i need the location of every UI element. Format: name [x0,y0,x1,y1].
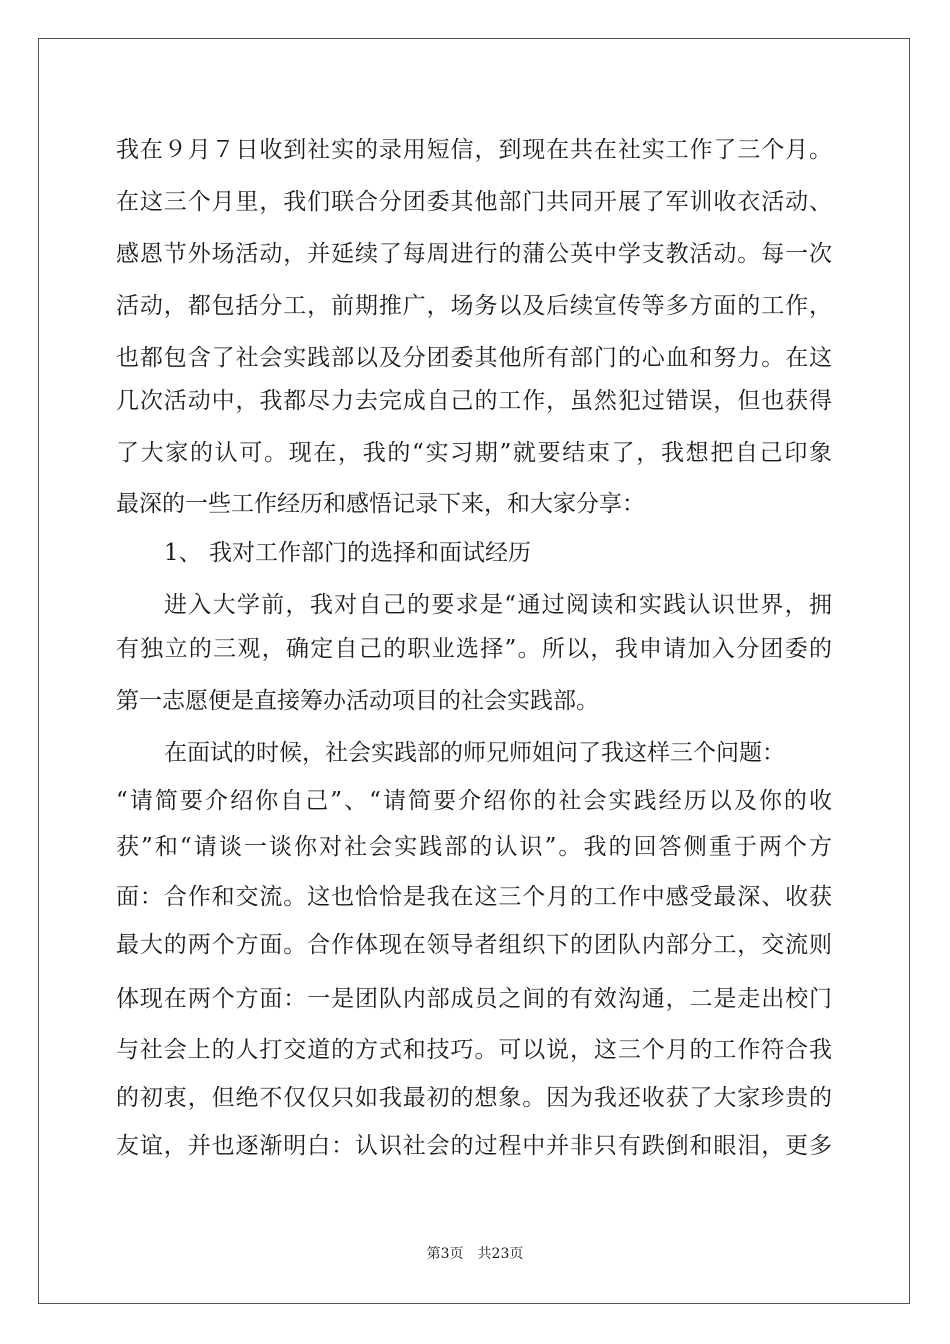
text-line: 体现在两个方面：一是团队内部成员之间的有效沟通，二是走出校门 [116,986,832,1012]
text-line: “请简要介绍你自己”、“请简要介绍你的社会实践经历以及你的收 [116,788,832,814]
text-line: 有独立的三观，确定自己的职业选择”。所以，我申请加入分团委的 [116,636,832,662]
text-line: 活动，都包括分工，前期推广，场务以及后续宣传等多方面的工作， [116,293,832,319]
text-line: 第一志愿便是直接筹办活动项目的社会实践部。 [116,688,599,714]
paragraph-first-line: 进入大学前，我对自己的要求是“通过阅读和实践认识世界，拥 [164,592,832,618]
text-line: 也都包含了社会实践部以及分团委其他所有部门的心血和努力。在这 [116,345,832,371]
text-line: 获”和“请谈一谈你对社会实践部的认识”。我的回答侧重于两个方 [116,834,832,860]
section-heading: 1、 我对工作部门的选择和面试经历 [164,540,531,566]
total-pages: 共23页 [477,1246,524,1262]
text-line: 几次活动中，我都尽力去完成自己的工作，虽然犯过错误，但也获得 [116,388,832,414]
text-line: 在这三个月里，我们联合分团委其他部门共同开展了军训收衣活动、 [116,189,832,215]
paragraph-first-line: 在面试的时候，社会实践部的师兄师姐问了我这样三个问题： [164,740,785,766]
text-line: 与社会上的人打交道的方式和技巧。可以说，这三个月的工作符合我 [116,1037,832,1063]
text-line: 面：合作和交流。这也恰恰是我在这三个月的工作中感受最深、收获 [116,884,832,910]
page-number: 第3页 [426,1246,464,1262]
text-line: 友谊，并也逐渐明白：认识社会的过程中并非只有跌倒和眼泪，更多 [116,1133,832,1159]
text-line: 我在９月７日收到社实的录用短信，到现在共在社实工作了三个月。 [116,137,832,163]
text-line: 最大的两个方面。合作体现在领导者组织下的团队内部分工，交流则 [116,932,832,958]
text-line: 感恩节外场活动，并延续了每周进行的蒲公英中学支教活动。每一次 [116,241,832,267]
text-line: 最深的一些工作经历和感悟记录下来，和大家分享： [116,491,645,517]
text-line: 的初衷，但绝不仅仅只如我最初的想象。因为我还收获了大家珍贵的 [116,1085,832,1111]
text-line: 了大家的认可。现在，我的“实习期”就要结束了，我想把自己印象 [116,440,832,466]
page-footer [0,1245,950,1263]
page-border [38,38,910,1304]
